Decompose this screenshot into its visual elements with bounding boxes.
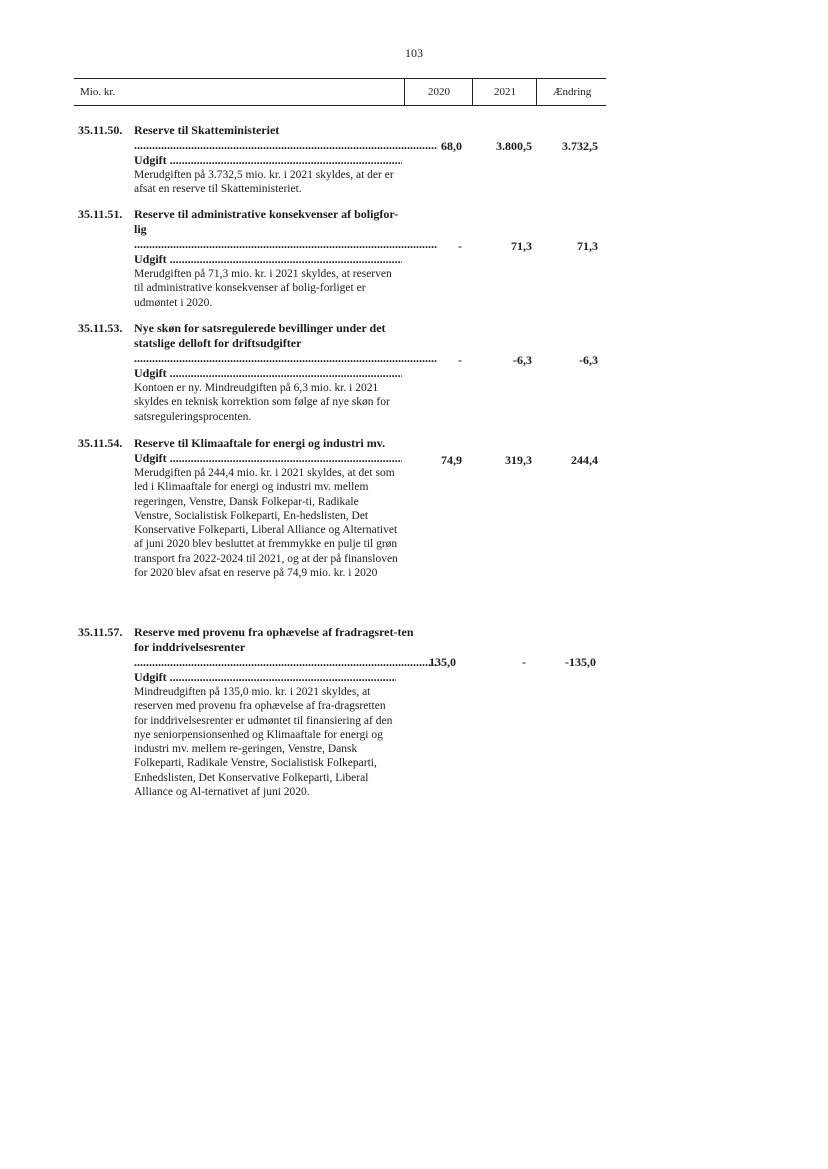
column-header-2021: 2021: [472, 78, 537, 106]
value-2021: 3.800,5: [496, 139, 532, 153]
value-2021: 71,3: [511, 239, 532, 253]
value-2021: -6,3: [513, 353, 532, 367]
entry-description: Mindreudgiften på 135,0 mio. kr. i 2021 skyldes, at reserven med provenu fra ophævelse af fra-dragsretten for inddrivelsesrenter er udmøntet til finansiering af den nye seniorpensionsenhed og Klimaaftale for energi og industri mv. mellem re-geringen, Venstre, Dansk Folkeparti, Radikale Venstre, Socialistisk Folkeparti, Enhedslisten, Det Konservative Folkeparti, Liberal Alliance og Al-ternativet af juni 2020.: [134, 686, 393, 799]
entry-title: Reserve med provenu fra ophævelse af fradragsret-ten for inddrivelsesrenter .....: [134, 625, 426, 670]
page-number: 103: [405, 46, 423, 60]
value-change: -6,3: [579, 353, 598, 367]
entry-title: Reserve til administrative konsekvenser af boligfor-lig .....: [134, 207, 402, 252]
column-header-2020: 2020: [404, 78, 473, 106]
entry-description: Kontoen er ny. Mindreudgiften på 6,3 mio. kr. i 2021 skyldes en teknisk korrektion som følge af nye skøn for satsreguleringsprocenten.: [134, 382, 390, 423]
value-2020: 74,9: [441, 453, 462, 467]
account-number: 35.11.50.: [78, 123, 123, 137]
entry-title: Reserve til Klimaaftale for energi og industri mv.: [134, 436, 386, 450]
unit-label: Mio. kr.: [80, 86, 116, 98]
value-change: 244,4: [571, 453, 598, 467]
value-change: 71,3: [577, 239, 598, 253]
udgift-label: Udgift .....: [134, 670, 396, 685]
value-change: -135,0: [565, 655, 596, 669]
entry-title: Reserve til Skatteministeriet .....: [134, 123, 424, 153]
udgift-label: Udgift .....: [134, 252, 402, 267]
value-2021: -: [522, 655, 526, 669]
udgift-label: Udgift .....: [134, 451, 402, 466]
entry-description: Merudgiften på 3.732,5 mio. kr. i 2021 skyldes, at der er afsat en reserve til Skatteministeriet.: [134, 169, 394, 196]
entry-description: Merudgiften på 244,4 mio. kr. i 2021 skyldes, at det som led i Klimaaftale for energi og industri mv. mellem regeringen, Venstre, Dansk Folkepar-ti, Radikale Venstre, Socialistisk Folkeparti, En-hedslisten, Det Konservative Folkeparti, Liberal Alliance og Alternativet af juni 2020 blev besluttet at fremmykke en pulje til grøn transport fra 2022-2024 til 2021, og at der på finansloven for 2020 blev afsat en reserve på 74,9 mio. kr. i 2020: [134, 467, 398, 580]
account-number: 35.11.57.: [78, 625, 123, 639]
table-header: [74, 78, 606, 106]
value-2020: -: [458, 353, 462, 367]
account-number: 35.11.51.: [78, 207, 123, 221]
value-2020: -: [458, 239, 462, 253]
account-number: 35.11.54.: [78, 436, 123, 450]
entry-description: Merudgiften på 71,3 mio. kr. i 2021 skyldes, at reserven til administrative konsekvenser af bolig-forliget er udmøntet i 2020.: [134, 268, 392, 309]
value-change: 3.732,5: [562, 139, 598, 153]
value-2020: 135,0: [429, 655, 456, 669]
udgift-label: Udgift .....: [134, 153, 402, 168]
column-header-change: Ændring: [536, 78, 607, 106]
account-number: 35.11.53.: [78, 321, 123, 335]
value-2021: 319,3: [505, 453, 532, 467]
udgift-label: Udgift .....: [134, 366, 402, 381]
entry-title: Nye skøn for satsregulerede bevillinger under det statslige delloft for driftsudgifter .....: [134, 321, 416, 366]
value-2020: 68,0: [441, 139, 462, 153]
header-bottom-rule: [74, 105, 606, 106]
